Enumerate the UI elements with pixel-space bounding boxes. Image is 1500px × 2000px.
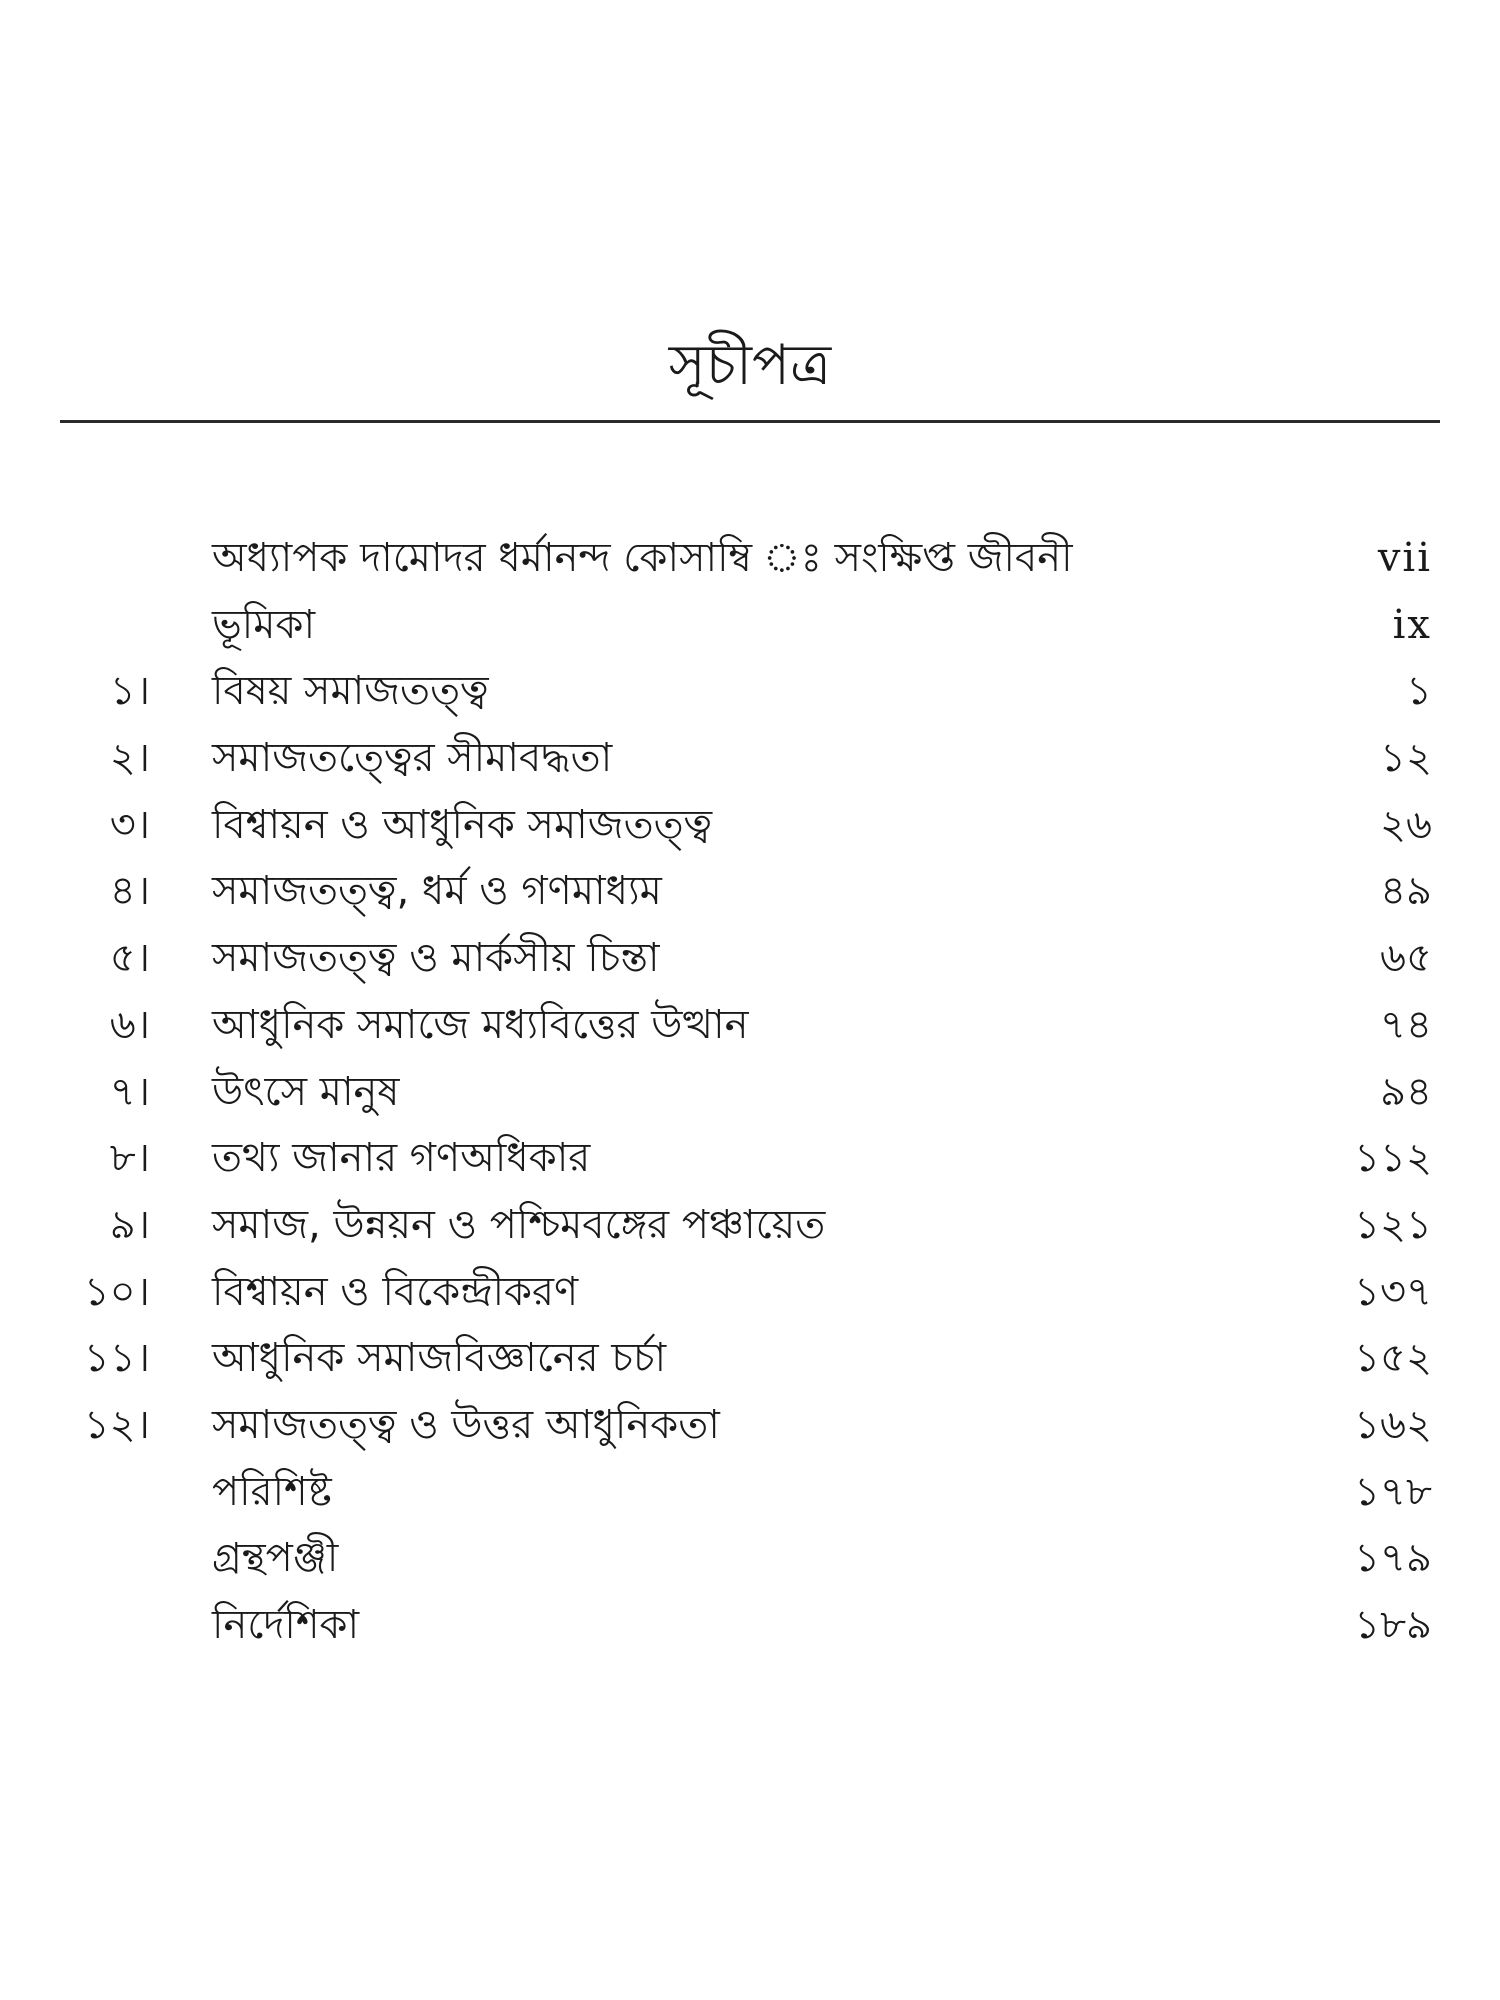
toc-entry[interactable] xyxy=(0,1192,1500,1259)
toc-entry[interactable] xyxy=(0,1392,1500,1459)
toc-entry-page: ১৭৯ xyxy=(1354,1535,1432,1582)
toc-entry-number: ৫। xyxy=(109,935,150,982)
toc-entry-title: নির্দেশিকা xyxy=(212,1602,360,1648)
toc-entry-page: ১৭৮ xyxy=(1354,1468,1432,1515)
toc-entry-number: ১২। xyxy=(83,1401,150,1448)
toc-entry-page: ১ xyxy=(1406,668,1432,715)
toc-entry[interactable] xyxy=(0,1325,1500,1392)
toc-entry-title: বিশ্বায়ন ও আধুনিক সমাজতত্ত্ব xyxy=(212,801,713,848)
toc-entry-page: ৭৪ xyxy=(1380,1001,1432,1048)
toc-entry-title: সমাজ, উন্নয়ন ও পশ্চিমবঙ্গের পঞ্চায়েত xyxy=(212,1201,826,1248)
toc-entry-page: ১৬২ xyxy=(1354,1401,1432,1448)
toc-entry-title: সমাজতত্ত্ব ও মার্কসীয় চিন্তা xyxy=(212,935,660,982)
toc-entry-number: ২। xyxy=(109,735,150,782)
toc-entry-page: ১১২ xyxy=(1354,1135,1432,1182)
toc-entry-number: ৪। xyxy=(109,868,150,915)
toc-entry-number: ৯। xyxy=(109,1201,150,1248)
toc-entry-page: ১২ xyxy=(1380,735,1432,782)
toc-entry[interactable] xyxy=(0,792,1500,859)
toc-entry-title: সমাজতত্ত্ব ও উত্তর আধুনিকতা xyxy=(212,1401,720,1448)
toc-entry-number: ৩। xyxy=(109,801,150,848)
toc-entry-number: ১০। xyxy=(83,1268,150,1315)
toc-entry-title: সমাজতত্ত্বের সীমাবদ্ধতা xyxy=(212,735,613,782)
toc-entry-page: ১৩৭ xyxy=(1354,1268,1432,1315)
toc-entry[interactable] xyxy=(0,725,1500,792)
toc-entry-page: ১২১ xyxy=(1354,1201,1432,1248)
toc-entry-title: বিষয় সমাজতত্ত্ব xyxy=(212,668,489,715)
toc-entry[interactable] xyxy=(0,592,1500,659)
toc-entry-page: ২৬ xyxy=(1379,801,1432,848)
toc-entry-number: ৮। xyxy=(109,1135,150,1182)
toc-entry[interactable] xyxy=(0,858,1500,925)
toc-entry-title: তথ্য জানার গণঅধিকার xyxy=(212,1135,591,1182)
toc-entry[interactable] xyxy=(0,1459,1500,1526)
toc-entry[interactable] xyxy=(0,1592,1500,1659)
toc-entry-title: আধুনিক সমাজে মধ্যবিত্তের উত্থান xyxy=(212,1001,749,1048)
toc-entry-page: ৬৫ xyxy=(1380,935,1432,982)
toc-entry-title: পরিশিষ্ট xyxy=(212,1468,332,1515)
toc-entry-title: বিশ্বায়ন ও বিকেন্দ্রীকরণ xyxy=(212,1268,579,1315)
toc-entry-title: উৎসে মানুষ xyxy=(212,1068,400,1115)
toc-entry-page: ৯৪ xyxy=(1380,1068,1432,1115)
toc-entry-title: গ্রন্থপঞ্জী xyxy=(212,1535,339,1582)
toc-entry-title: আধুনিক সমাজবিজ্ঞানের চর্চা xyxy=(212,1335,667,1382)
toc-entry-title: অধ্যাপক দামোদর ধর্মানন্দ কোসাম্বি ঃ সংক্ষিপ্ত জীবনী xyxy=(212,535,1073,581)
toc-entry[interactable] xyxy=(0,525,1500,592)
toc-entry-number: ৭। xyxy=(109,1068,150,1115)
toc-entry-number: ৬। xyxy=(109,1001,150,1048)
page-title: সূচীপত্র xyxy=(668,333,832,398)
toc-entry[interactable] xyxy=(0,1059,1500,1126)
toc-entry[interactable] xyxy=(0,658,1500,725)
toc-entry-page: ১৫২ xyxy=(1354,1335,1432,1382)
table-of-contents xyxy=(0,525,1500,1659)
title-divider xyxy=(60,420,1440,423)
toc-entry-title: ভূমিকা xyxy=(212,601,316,648)
toc-entry-title: সমাজতত্ত্ব, ধর্ম ও গণমাধ্যম xyxy=(212,868,662,915)
toc-entry-page: vii xyxy=(1377,535,1432,581)
toc-entry-number: ১১। xyxy=(83,1335,150,1382)
toc-entry-page: ১৮৯ xyxy=(1354,1602,1432,1648)
toc-entry[interactable] xyxy=(0,992,1500,1059)
toc-entry[interactable] xyxy=(0,1125,1500,1192)
toc-entry-page: ix xyxy=(1392,601,1432,648)
toc-entry[interactable] xyxy=(0,1259,1500,1326)
toc-entry-page: ৪৯ xyxy=(1380,868,1432,915)
toc-entry-number: ১। xyxy=(109,668,150,715)
toc-entry[interactable] xyxy=(0,1525,1500,1592)
toc-entry[interactable] xyxy=(0,925,1500,992)
